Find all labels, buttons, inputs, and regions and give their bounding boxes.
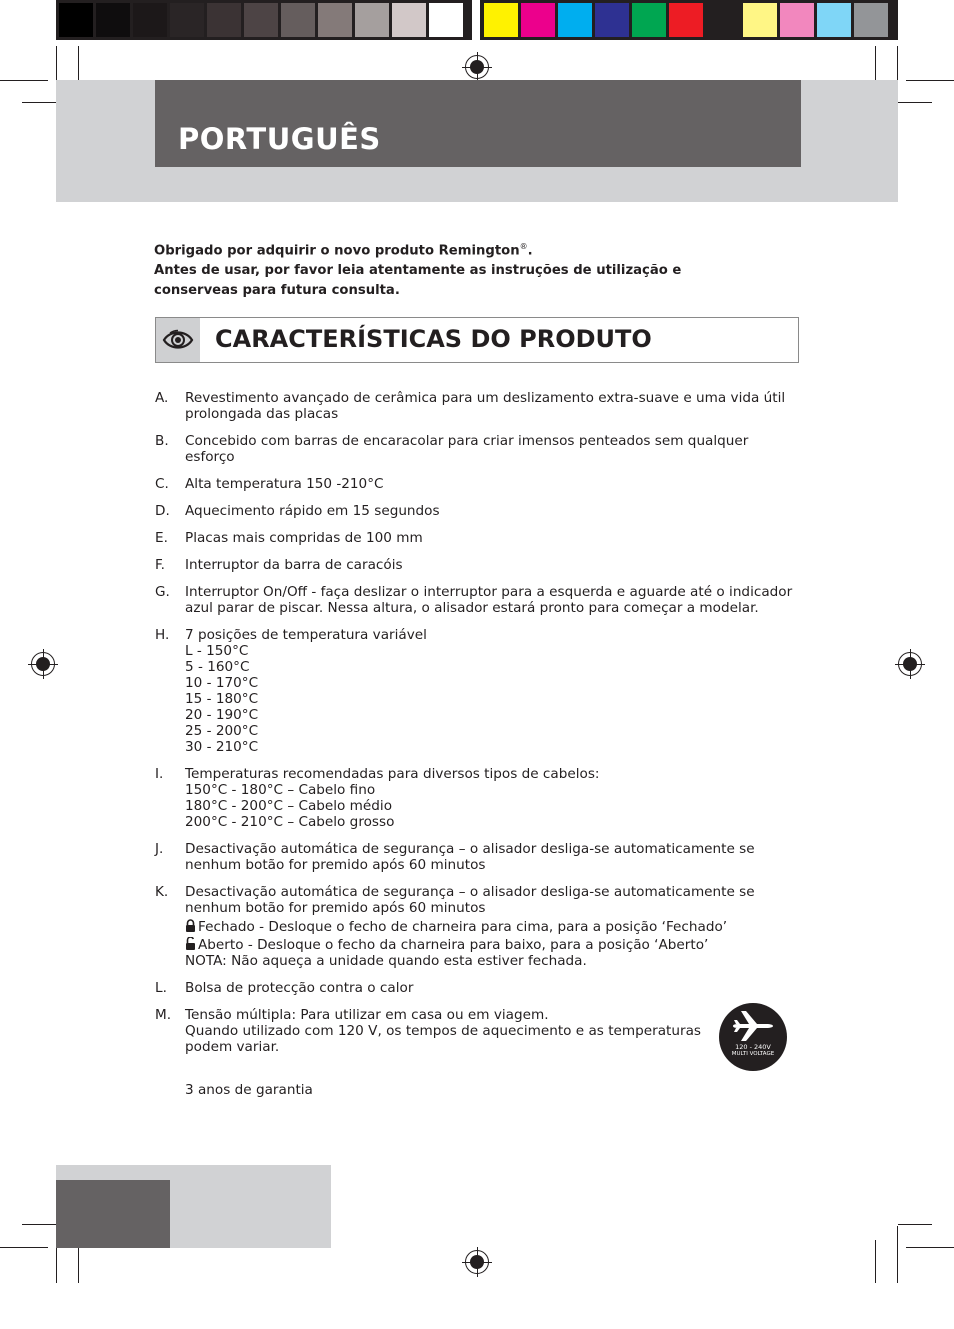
color-swatch: [595, 3, 629, 37]
list-item: [155, 390, 805, 422]
intro-line: [154, 237, 774, 261]
list-letter: A.: [155, 390, 169, 406]
feature-list: [155, 390, 805, 1066]
list-item: [155, 557, 805, 573]
lock-open-icon: [185, 937, 196, 950]
list-letter: J.: [155, 841, 164, 857]
list-item: [155, 433, 805, 465]
list-text: Desactivação automática de segurança – o alisador desliga-se automaticamente se: [185, 884, 755, 900]
section-title: CARACTERÍSTICAS DO PRODUTO: [215, 325, 652, 353]
lock-closed-text: Fechado - Desloque o fecho de charneira para cima, para a posição ‘Fechado’: [198, 919, 728, 935]
eye-icon: [156, 318, 200, 362]
temperature-setting: 5 - 160°C: [185, 659, 250, 675]
crop-mark: [875, 1240, 876, 1283]
crop-mark: [22, 102, 56, 103]
badge-voltage: 120 - 240V: [735, 1043, 771, 1051]
list-text: podem variar.: [185, 1039, 280, 1055]
warranty-text: 3 anos de garantia: [185, 1082, 313, 1098]
list-letter: B.: [155, 433, 169, 449]
list-text: Tensão múltipla: Para utilizar em casa ou em viagem.: [185, 1007, 549, 1023]
registration-mark-icon: [28, 649, 58, 679]
multi-voltage-badge: [719, 1003, 787, 1071]
temperature-setting: L - 150°C: [185, 643, 249, 659]
color-swatch: [817, 3, 851, 37]
hair-type-temperature: 180°C - 200°C – Cabelo médio: [185, 798, 393, 814]
list-item: [155, 980, 805, 996]
list-item: [155, 884, 805, 969]
lock-open-line: [185, 937, 805, 953]
list-letter: M.: [155, 1007, 172, 1023]
list-text: nenhum botão for premido após 60 minutos: [185, 857, 486, 873]
list-item: [155, 476, 805, 492]
registration-mark-icon: [895, 649, 925, 679]
crop-mark: [898, 102, 932, 103]
crop-mark: [0, 1247, 48, 1248]
crop-mark: [897, 1226, 898, 1283]
crop-mark: [906, 80, 954, 81]
color-swatch: [521, 3, 555, 37]
list-item: [155, 766, 805, 830]
color-swatch: [669, 3, 703, 37]
crop-mark: [78, 46, 79, 80]
intro-line: Antes de usar, por favor leia atentamente as instruções de utilização e: [154, 263, 682, 279]
airplane-icon: [731, 1009, 775, 1043]
color-swatch: [355, 3, 389, 37]
list-item: [155, 1007, 805, 1055]
color-swatch: [207, 3, 241, 37]
color-swatch: [484, 3, 518, 37]
list-letter: L.: [155, 980, 167, 996]
list-letter: G.: [155, 584, 170, 600]
color-swatch: [244, 3, 278, 37]
temperature-setting: 20 - 190°C: [185, 707, 259, 723]
list-text: nenhum botão for premido após 60 minutos: [185, 900, 486, 916]
intro-line: conserveas para futura consulta.: [154, 283, 400, 299]
list-letter: D.: [155, 503, 170, 519]
crop-mark: [898, 1224, 932, 1225]
hair-type-temperature: 150°C - 180°C – Cabelo fino: [185, 782, 376, 798]
crop-mark: [875, 46, 876, 80]
section-header: [155, 317, 799, 363]
temperature-setting: 15 - 180°C: [185, 691, 259, 707]
color-swatch: [429, 3, 463, 37]
section-icon-box: [156, 318, 200, 362]
color-swatch: [632, 3, 666, 37]
color-swatch: [780, 3, 814, 37]
lock-closed-line: [185, 919, 805, 935]
list-text: Alta temperatura 150 -210°C: [185, 476, 384, 492]
registration-mark-icon: [462, 1247, 492, 1277]
crop-mark: [906, 1247, 954, 1248]
list-letter: H.: [155, 627, 170, 643]
list-text: esforço: [185, 449, 235, 465]
hair-type-temperature: 200°C - 210°C – Cabelo grosso: [185, 814, 395, 830]
list-text: azul parar de piscar. Nessa altura, o alisador estará pronto para começar a modelar.: [185, 600, 759, 616]
intro-text: [154, 237, 774, 301]
color-bar-gap: [472, 0, 480, 40]
list-text: Revestimento avançado de cerâmica para um deslizamento extra-suave e uma vida útil: [185, 390, 786, 406]
list-text: Interruptor da barra de caracóis: [185, 557, 403, 573]
list-item: [155, 503, 805, 519]
color-swatch: [558, 3, 592, 37]
list-text: Concebido com barras de encaracolar para criar imensos penteados sem qualquer: [185, 433, 749, 449]
list-text: 7 posições de temperatura variável: [185, 627, 427, 643]
color-swatch: [392, 3, 426, 37]
printer-color-bar: [56, 0, 898, 40]
crop-mark: [22, 1224, 56, 1225]
color-swatch: [318, 3, 352, 37]
list-letter: K.: [155, 884, 169, 900]
intro-thanks: Obrigado por adquirir o novo produto Remington: [154, 243, 520, 259]
list-item: [155, 841, 805, 873]
list-letter: I.: [155, 766, 164, 782]
temperature-setting: 30 - 210°C: [185, 739, 259, 755]
list-text: Placas mais compridas de 100 mm: [185, 530, 423, 546]
intro-period: .: [527, 243, 533, 259]
color-swatch: [59, 3, 93, 37]
lock-open-text: Aberto - Desloque o fecho da charneira para baixo, para a posição ‘Aberto’: [198, 937, 709, 953]
registered-mark: ®: [519, 242, 528, 251]
list-text: Quando utilizado com 120 V, os tempos de aquecimento e as temperaturas: [185, 1023, 702, 1039]
list-text: prolongada das placas: [185, 406, 339, 422]
temperature-setting: 25 - 200°C: [185, 723, 259, 739]
list-text: Desactivação automática de segurança – o alisador desliga-se automaticamente se: [185, 841, 755, 857]
color-swatch: [854, 3, 888, 37]
page-title: PORTUGUÊS: [178, 122, 381, 156]
list-text: Temperaturas recomendadas para diversos tipos de cabelos:: [185, 766, 600, 782]
color-swatch: [706, 3, 740, 37]
temperature-setting: 10 - 170°C: [185, 675, 259, 691]
list-text: Interruptor On/Off - faça deslizar o interruptor para a esquerda e aguarde até o indicador: [185, 584, 793, 600]
badge-label: MULTI VOLTAGE: [731, 1051, 775, 1057]
note-text: NOTA: Não aqueça a unidade quando esta estiver fechada.: [185, 953, 587, 969]
list-letter: E.: [155, 530, 168, 546]
list-item: [155, 584, 805, 616]
list-letter: F.: [155, 557, 165, 573]
list-text: Aquecimento rápido em 15 segundos: [185, 503, 440, 519]
list-item: [155, 627, 805, 755]
color-swatch: [743, 3, 777, 37]
registration-mark-icon: [462, 52, 492, 82]
footer-tab: [56, 1180, 170, 1248]
color-swatch: [133, 3, 167, 37]
color-swatch: [281, 3, 315, 37]
color-swatch: [96, 3, 130, 37]
list-letter: C.: [155, 476, 169, 492]
list-item: [155, 530, 805, 546]
color-swatch: [170, 3, 204, 37]
crop-mark: [0, 80, 48, 81]
list-text: Bolsa de protecção contra o calor: [185, 980, 414, 996]
lock-closed-icon: [185, 919, 196, 932]
